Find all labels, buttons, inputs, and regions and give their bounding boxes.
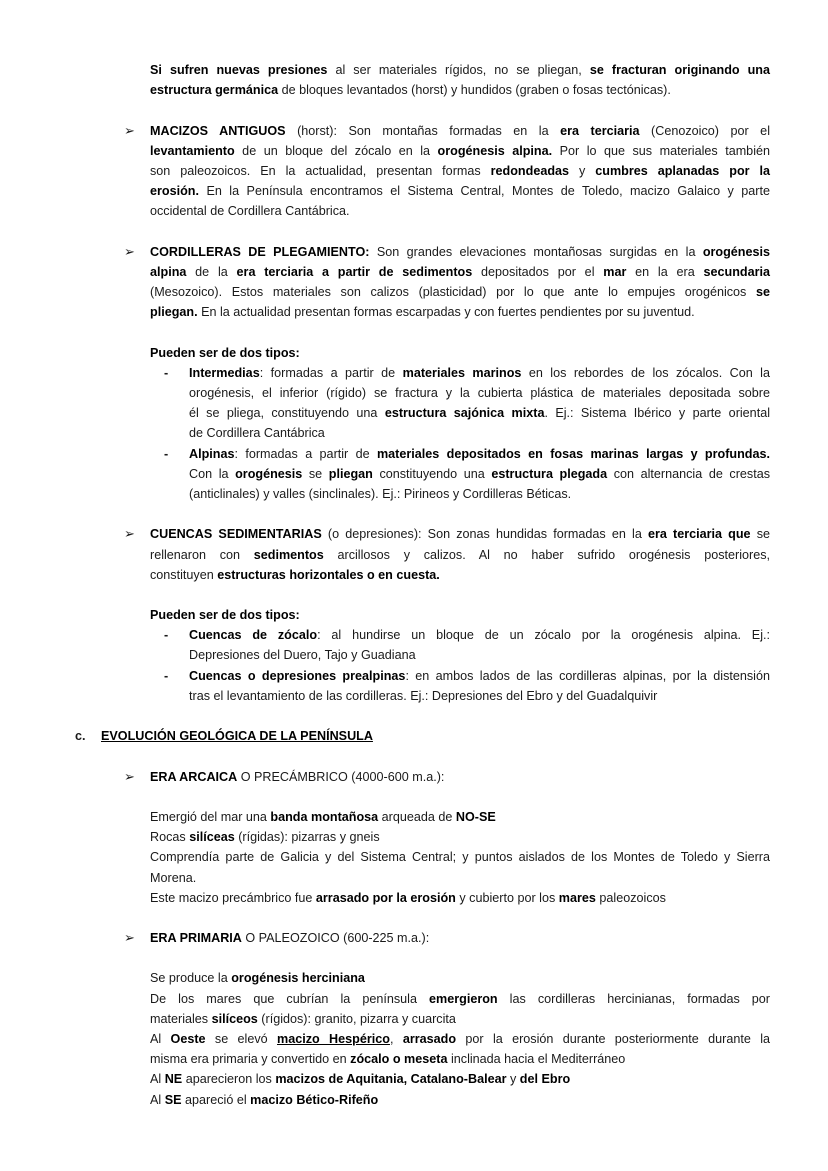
text: de la <box>186 264 237 279</box>
bold-text: redondeadas <box>490 163 570 178</box>
paragraph <box>0 989 828 1029</box>
text-line <box>150 968 770 988</box>
text: : en ambos lados de las cordilleras alpinas, por la distensión <box>405 668 770 683</box>
bold-text: mar <box>603 264 627 279</box>
text: (rígidas): pizarras y gneis <box>234 830 380 845</box>
text: Emergió del mar una <box>150 809 271 824</box>
text: orogénesis, el inferior (rígido) se fractura y la cubierta plástica de materiales depositada sobre <box>189 386 770 400</box>
arrow-bullet-icon: ➢ <box>124 526 135 542</box>
bold-text: Cuencas o depresiones prealpinas <box>189 668 406 683</box>
text: se <box>750 527 771 542</box>
paragraph <box>0 1090 828 1110</box>
text: de Cordillera Cantábrica <box>189 426 325 441</box>
text: Con la <box>189 466 236 481</box>
underlined-text: EVOLUCIÓN GEOLÓGICA DE LA PENÍNSULA <box>101 729 373 744</box>
bold-text: erosión. <box>150 184 199 199</box>
text: misma era primaria y convertido en <box>150 1052 351 1067</box>
text-line <box>150 1009 770 1029</box>
arrow-bullet-icon: ➢ <box>124 768 135 784</box>
text-line <box>189 363 770 383</box>
bold-text: macizo Bético-Rifeño <box>250 1092 379 1107</box>
text: se <box>302 466 329 481</box>
text: De los mares que cubrían la península <box>150 991 430 1006</box>
bold-text: Oeste <box>170 1032 206 1046</box>
text-line <box>150 545 770 565</box>
list-label <box>0 343 828 363</box>
text-line <box>150 343 770 363</box>
section-group <box>0 242 828 323</box>
bold-text: Pueden ser de dos tipos: <box>150 345 300 360</box>
section-group <box>0 121 828 222</box>
text-line <box>189 403 770 423</box>
text: . Ej.: Sistema Ibérico y parte oriental <box>544 406 770 421</box>
heading-number: c. <box>75 729 86 744</box>
text: por la erosión durante posteriormente durante la <box>456 1032 771 1046</box>
text: paleozoicos <box>595 890 666 905</box>
bold-text: ERA PRIMARIA <box>150 931 242 946</box>
bold-text: sedimentos <box>253 547 324 562</box>
bullet-item <box>0 524 828 585</box>
bold-text: materiales depositados en fosas marinas largas y profundas. <box>376 446 770 461</box>
text-line <box>150 1069 770 1089</box>
text: Al <box>150 1092 165 1107</box>
sub-list-item <box>0 625 828 665</box>
text-line <box>150 605 770 625</box>
paragraph <box>0 847 828 887</box>
text: Al <box>150 1072 165 1087</box>
text: y cubierto por los <box>455 890 559 905</box>
section-group <box>0 928 828 948</box>
text-line <box>150 888 770 908</box>
document-page <box>0 60 828 1130</box>
text: (o depresiones): Son zonas hundidas formadas en la <box>321 527 648 542</box>
bold-text: estructura germánica <box>150 83 279 98</box>
text: y <box>569 163 596 178</box>
text: : formadas a partir de <box>234 446 377 461</box>
bold-text: macizos de Aquitania, Catalano-Balear <box>275 1072 507 1087</box>
text: de bloques levantados (horst) y hundidos (graben o fosas tectónicas). <box>278 83 671 98</box>
bold-text: arrasado por la erosión <box>315 890 456 905</box>
bold-text: pliegan <box>328 466 373 481</box>
paragraph <box>0 1029 828 1069</box>
text: materiales <box>150 1011 212 1026</box>
text: Rocas <box>150 830 190 845</box>
text: Se produce la <box>150 971 232 986</box>
bold-text: estructura sajónica mixta <box>384 406 545 421</box>
dash-bullet-icon: - <box>164 628 169 643</box>
text: Depresiones del Duero, Tajo y Guadiana <box>189 648 416 663</box>
text-line <box>189 444 770 464</box>
bold-text: pliegan. <box>150 305 198 320</box>
bold-text: mares <box>558 890 596 905</box>
section-group <box>0 726 828 746</box>
bold-text: emergieron <box>429 991 498 1006</box>
section-group <box>0 60 828 100</box>
text-line <box>150 868 770 888</box>
text-line <box>150 1049 770 1069</box>
bold-text: zócalo o meseta <box>350 1052 448 1067</box>
text-line <box>189 686 770 706</box>
section-group <box>0 343 828 505</box>
bold-text: NE <box>164 1072 183 1087</box>
bold-text: SE <box>164 1092 182 1107</box>
text-line <box>150 161 770 181</box>
bold-text: orogénesis herciniana <box>231 971 365 986</box>
text: O PRECÁMBRICO (4000-600 m.a.): <box>237 769 445 784</box>
text-line <box>150 121 770 141</box>
bold-text: orogénesis alpina. <box>437 143 553 158</box>
bold-text: alpina <box>150 264 187 279</box>
text-line <box>150 181 770 201</box>
text: inclinada hacia el Mediterráneo <box>447 1052 626 1067</box>
text: Morena. <box>150 870 197 885</box>
text: las cordilleras hercinianas, formadas por <box>497 991 771 1006</box>
text: y <box>506 1072 520 1087</box>
bold-text: levantamiento <box>150 143 235 158</box>
sub-list-item <box>0 444 828 505</box>
section-group <box>0 807 828 908</box>
text: O PALEOZOICO (600-225 m.a.): <box>241 931 430 946</box>
section-group <box>0 605 828 706</box>
text: Al <box>150 1032 171 1046</box>
bold-text: arrasado <box>402 1032 457 1046</box>
bold-text: Si sufren nuevas presiones <box>150 63 328 77</box>
bullet-item <box>0 928 828 948</box>
bold-text: orogénesis <box>702 244 770 259</box>
text: occidental de Cordillera Cantábrica. <box>150 204 350 219</box>
bold-text: cumbres aplanadas por la <box>595 163 771 178</box>
text: (anticlinales) y valles (sinclinales). Ej.: Pirineos y Cordilleras Béticas. <box>189 486 572 501</box>
bold-text: Alpinas <box>189 446 235 461</box>
text: Este macizo precámbrico fue <box>150 890 316 905</box>
text: se elevó <box>205 1032 278 1046</box>
bold-text: secundaria <box>703 264 770 279</box>
text-line <box>189 464 770 484</box>
text: en la era <box>626 264 704 279</box>
text: constituyendo una <box>372 466 492 481</box>
arrow-bullet-icon: ➢ <box>124 243 135 259</box>
text: en los rebordes de los zócalos. Con la <box>521 365 770 380</box>
paragraph <box>0 60 828 100</box>
bold-text: Pueden ser de dos tipos: <box>150 608 300 623</box>
paragraph <box>0 968 828 988</box>
bold-text: se fracturan originando una <box>589 63 771 77</box>
text-line <box>150 302 770 322</box>
text: Son grandes elevaciones montañosas surgidas en la <box>369 244 703 259</box>
bold-text: Intermedias <box>189 365 260 380</box>
text-line <box>150 80 770 100</box>
bold-text: materiales marinos <box>402 365 522 380</box>
bold-text: estructuras horizontales o en cuesta. <box>217 567 440 582</box>
text: arcillosos y calizos. Al no haber sufrido orogénesis posteriores, <box>323 547 770 562</box>
bold-text: ERA ARCAICA <box>150 769 238 784</box>
sub-list-item <box>0 666 828 706</box>
text: al ser materiales rígidos, no se pliegan, <box>327 63 590 77</box>
text: , <box>389 1032 403 1046</box>
bold-text: era terciaria que <box>647 527 751 542</box>
paragraph <box>0 827 828 847</box>
text: En la Península encontramos el Sistema Central, Montes de Toledo, macizo Galaico y parte <box>199 184 770 199</box>
text-line <box>150 928 770 948</box>
bullet-item <box>0 121 828 222</box>
arrow-bullet-icon: ➢ <box>124 930 135 946</box>
text: Comprendía parte de Galicia y del Sistema Central; y puntos aislados de los Montes de Toledo y Sierra <box>150 850 770 865</box>
text: Por lo que sus materiales también <box>552 143 770 158</box>
text: (Cenozoico) por el <box>639 123 770 138</box>
text-line <box>150 262 770 282</box>
text-line <box>150 282 770 302</box>
text-line <box>150 242 770 262</box>
text-line <box>150 565 770 585</box>
bold-text: CUENCAS SEDIMENTARIAS <box>150 527 322 542</box>
text: (Mesozoico). Estos materiales son calizos (plasticidad) por lo que ante lo empujes orogénicos <box>150 285 756 300</box>
bold-text: silíceas <box>189 830 235 845</box>
text-line <box>150 201 770 221</box>
text-line <box>150 1090 770 1110</box>
dash-bullet-icon: - <box>164 446 169 461</box>
paragraph <box>0 807 828 827</box>
bold-text: era terciaria a partir de sedimentos <box>236 264 473 279</box>
text: constituyen <box>150 567 218 582</box>
text-line <box>150 847 770 867</box>
text: tras el levantamiento de las cordilleras. Ej.: Depresiones del Ebro y del Guadalquivir <box>189 688 658 703</box>
bold-text: del Ebro <box>519 1072 571 1087</box>
bold-text: estructura plegada <box>491 466 608 481</box>
text: : formadas a partir de <box>259 365 403 380</box>
underlined-text: macizo Hespérico <box>277 1032 390 1046</box>
bold-text: orogénesis <box>235 466 303 481</box>
list-label <box>0 605 828 625</box>
text-line <box>150 524 770 544</box>
section-group <box>0 524 828 585</box>
paragraph <box>0 888 828 908</box>
paragraph <box>0 1069 828 1089</box>
text: : al hundirse un bloque de un zócalo por la orogénesis alpina. Ej.: <box>317 628 770 643</box>
text: depositados por el <box>472 264 604 279</box>
text-line <box>189 625 770 645</box>
text-line <box>101 726 701 746</box>
text: de un bloque del zócalo en la <box>234 143 438 158</box>
text: apareció el <box>181 1092 251 1107</box>
text-line <box>150 827 770 847</box>
text: él se pliega, constituyendo una <box>189 406 385 421</box>
bold-text: silíceos <box>211 1011 258 1026</box>
text-line <box>150 141 770 161</box>
text-line <box>189 645 770 665</box>
text-line <box>189 666 770 686</box>
text: En la actualidad presentan formas escarpadas y con fuertes pendientes por su juventud. <box>197 305 695 320</box>
dash-bullet-icon: - <box>164 668 169 683</box>
bold-text: era terciaria <box>560 123 640 138</box>
text: son paleozoicos. En la actualidad, presentan formas <box>150 163 491 178</box>
section-heading <box>0 726 828 746</box>
section-group <box>0 767 828 787</box>
text: rellenaron con <box>150 547 254 562</box>
sub-list-item <box>0 363 828 444</box>
text-line <box>150 1029 770 1049</box>
text-line <box>189 484 770 504</box>
arrow-bullet-icon: ➢ <box>124 122 135 138</box>
bullet-item <box>0 767 828 787</box>
bold-text: NO-SE <box>455 809 496 824</box>
text-line <box>150 60 770 80</box>
text-line <box>150 767 770 787</box>
text: aparecieron los <box>182 1072 276 1087</box>
bold-text: CORDILLERAS DE PLEGAMIENTO: <box>150 244 370 259</box>
bold-text: MACIZOS ANTIGUOS <box>150 123 286 138</box>
bold-text: banda montañosa <box>270 809 379 824</box>
bold-text: se <box>755 285 770 300</box>
bullet-item <box>0 242 828 323</box>
section-group <box>0 968 828 1109</box>
text: (horst): Son montañas formadas en la <box>285 123 561 138</box>
text-line <box>189 423 770 443</box>
text: (rígidos): granito, pizarra y cuarcita <box>257 1011 456 1026</box>
text-line <box>150 807 770 827</box>
text: con alternancia de crestas <box>607 466 771 481</box>
text-line <box>189 383 770 403</box>
dash-bullet-icon: - <box>164 365 169 380</box>
text-line <box>150 989 770 1009</box>
bold-text: Cuencas de zócalo <box>189 628 318 643</box>
text: arqueada de <box>378 809 456 824</box>
